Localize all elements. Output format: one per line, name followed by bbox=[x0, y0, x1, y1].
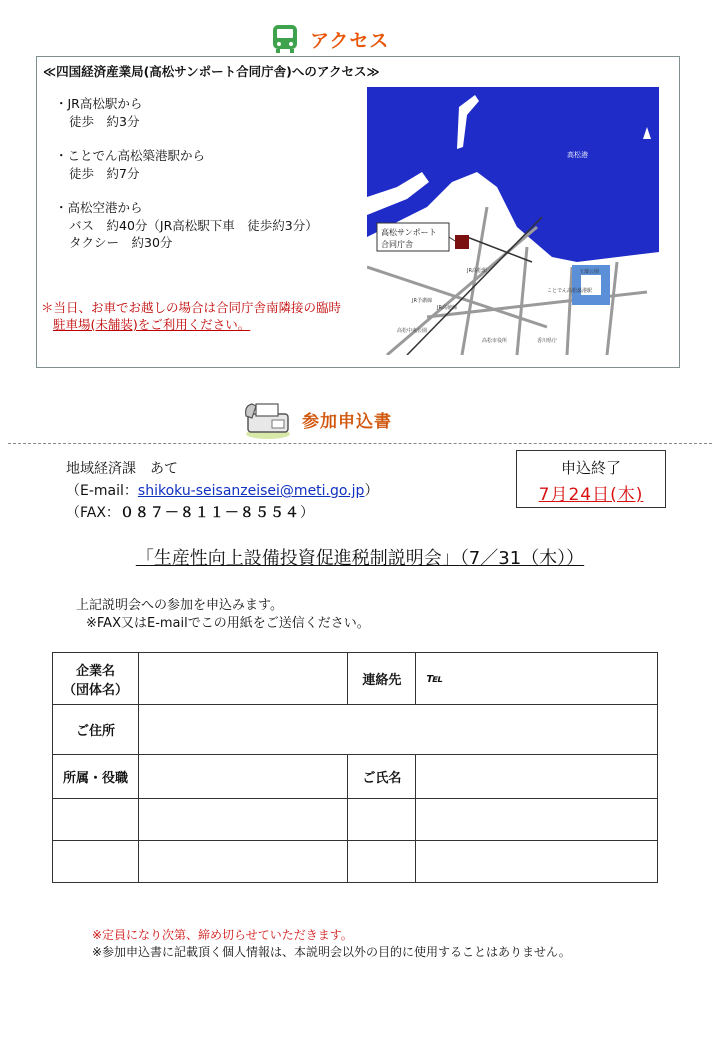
map-label-city-office: 高松市役所 bbox=[482, 338, 508, 344]
form-title: 参加申込書 bbox=[302, 411, 392, 432]
route-airport-bus: バス 約40分（JR高松駅下車 徒歩約3分） bbox=[69, 218, 318, 233]
blank-cell bbox=[348, 841, 416, 883]
blank-cell bbox=[53, 799, 139, 841]
event-title bbox=[0, 544, 720, 570]
table-row bbox=[53, 841, 658, 883]
addressee: 地域経済課 あて bbox=[66, 461, 178, 477]
fax-line bbox=[66, 502, 314, 522]
access-box bbox=[36, 56, 680, 368]
map-sea-label: 高松港 bbox=[567, 151, 588, 159]
fax-suffix: ） bbox=[299, 505, 314, 521]
table-row bbox=[53, 799, 658, 841]
form-header bbox=[242, 398, 392, 440]
application-table bbox=[52, 652, 658, 883]
position-label: 所属・役職 bbox=[53, 755, 139, 799]
name-field-1[interactable] bbox=[416, 755, 658, 799]
bus-icon bbox=[270, 23, 300, 55]
address-field[interactable] bbox=[138, 705, 657, 755]
fax-number: ０８７－８１１－８５５４ bbox=[119, 505, 300, 521]
route-airport-taxi: タクシー 約30分 bbox=[69, 235, 173, 250]
email-link[interactable]: shikoku-seisanzeisei@meti.go.jp bbox=[137, 483, 365, 499]
parking-note-2: 駐車場(未舗装)をご利用ください。 bbox=[53, 317, 251, 332]
footnote-capacity: ※定員になり次第、締め切らせていただきます。 bbox=[92, 928, 353, 942]
email-prefix: （E-mail： bbox=[66, 483, 138, 499]
deadline-box bbox=[516, 450, 666, 508]
intro-text-2: ※FAX又はE-mailでこの用紙をご送信ください。 bbox=[86, 616, 370, 631]
map-label-jr-station: JR高松駅 bbox=[467, 268, 487, 274]
event-name: 「生産性向上設備投資促進税制説明会」 bbox=[135, 548, 460, 569]
name-label: ご氏名 bbox=[348, 755, 416, 799]
route-airport-from: ・高松空港から bbox=[55, 200, 143, 215]
fax-machine-icon bbox=[242, 398, 294, 440]
email-line bbox=[66, 480, 378, 500]
map-label-pref-office: 香川県庁 bbox=[537, 338, 558, 344]
email-suffix: ） bbox=[364, 483, 379, 499]
divider bbox=[8, 443, 712, 444]
tel-label: ℡ bbox=[426, 671, 443, 686]
fax-prefix: （FAX： bbox=[66, 505, 120, 521]
contact-field[interactable] bbox=[416, 653, 658, 705]
parking-note-1: ＊当日、お車でお越しの場合は合同庁舎南隣接の臨時 bbox=[41, 300, 342, 315]
name-field-3[interactable] bbox=[416, 841, 658, 883]
address-label: ご住所 bbox=[53, 705, 139, 755]
position-field-1[interactable] bbox=[138, 755, 348, 799]
position-field-3[interactable] bbox=[138, 841, 348, 883]
contact-label: 連絡先 bbox=[348, 653, 416, 705]
position-field-2[interactable] bbox=[138, 799, 348, 841]
access-box-title: ≪四国経済産業局(高松サンポート合同庁舎)へのアクセス≫ bbox=[43, 64, 380, 79]
table-row bbox=[53, 755, 658, 799]
map-target-label-2: 合同庁舎 bbox=[381, 240, 413, 249]
map-label-tamamo: 玉藻公園 bbox=[579, 269, 600, 275]
deadline-label: 申込終了 bbox=[560, 459, 621, 477]
event-date: （7／31（木）） bbox=[459, 548, 585, 569]
route-jr-walk: 徒歩 約3分 bbox=[69, 114, 140, 129]
intro-text-1: 上記説明会への参加を申込みます。 bbox=[76, 598, 283, 613]
map-label-kotoden: ことでん高松築港駅 bbox=[547, 288, 593, 294]
blank-cell bbox=[348, 799, 416, 841]
access-map bbox=[367, 87, 659, 355]
route-jr-from: ・JR高松駅から bbox=[55, 96, 143, 111]
blank-cell bbox=[53, 841, 139, 883]
table-row bbox=[53, 705, 658, 755]
table-row bbox=[53, 653, 658, 705]
map-label-central-park: 高松中央公園 bbox=[397, 328, 428, 334]
access-header bbox=[270, 22, 389, 56]
map-target-label-1: 高松サンポート bbox=[381, 228, 437, 237]
company-field[interactable] bbox=[138, 653, 348, 705]
map-label-jr-kotoku: JR高徳線 bbox=[437, 305, 457, 311]
footnote-privacy: ※参加申込書に記載頂く個人情報は、本説明会以外の目的に使用することはありません。 bbox=[92, 945, 571, 959]
access-title: アクセス bbox=[310, 29, 390, 52]
route-kotoden-from: ・ことでん高松築港駅から bbox=[55, 148, 206, 163]
route-kotoden-walk: 徒歩 約7分 bbox=[69, 166, 140, 181]
deadline-date: 7月24日(木) bbox=[538, 485, 644, 505]
map-label-jr-yosan: JR予讃線 bbox=[412, 298, 432, 304]
company-label: 企業名 （団体名） bbox=[53, 653, 139, 705]
name-field-2[interactable] bbox=[416, 799, 658, 841]
